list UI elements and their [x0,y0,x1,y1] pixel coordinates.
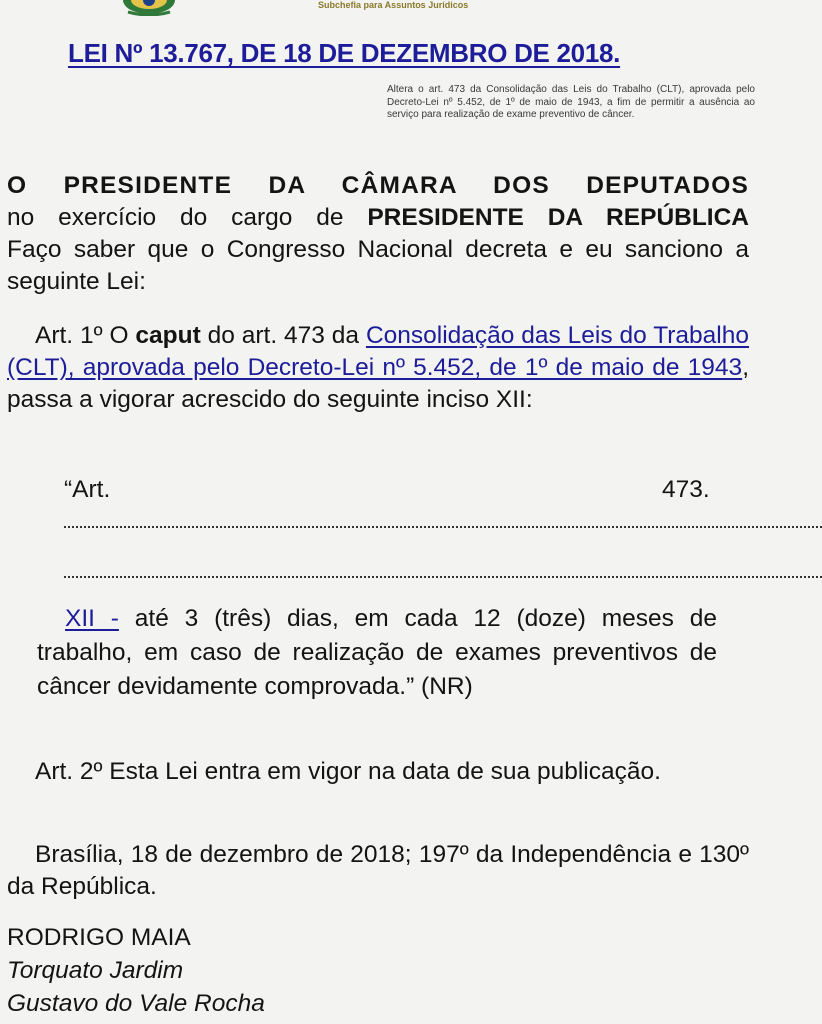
subchefia-label: Subchefia para Assuntos Jurídicos [318,0,469,10]
signature-president: RODRIGO MAIA [7,924,191,951]
signature-minister: Torquato Jardim [7,957,184,984]
preamble-line-1 [7,202,749,234]
article-1-label: Art. 1º [35,322,103,349]
preamble-line-1-text: no exercício do cargo de [7,204,368,231]
preamble-line-2: Faço saber que o Congresso Nacional decreta e eu sanciono a seguinte Lei: [7,236,749,295]
law-ementa: Altera o art. 473 da Consolidação das Leis do Trabalho (CLT), aprovada pelo Decreto-Lei nº 5.452, de 1º de maio de 1943, a fim de permitir a ausência ao serviço para realização de exame preventivo de câncer. [387,84,755,120]
brazil-coat-of-arms-icon [118,0,180,16]
article-1-text-b: do art. 473 da [200,322,366,349]
ellipsis-divider [64,526,822,528]
inciso-xii [37,602,717,704]
preamble-office: PRESIDENTE DA REPÚBLICA [367,204,749,231]
quoted-article-number: 473. [662,476,710,503]
law-title-link[interactable]: LEI Nº 13.767, DE 18 DE DEZEMBRO DE 2018. [68,38,621,68]
article-1-text-a: O [102,322,136,349]
quoted-article-label: “Art. [64,476,111,503]
article-2-label: Art. 2º [35,758,103,785]
signature-minister: Gustavo do Vale Rocha [7,990,265,1017]
inciso-xii-link[interactable]: XII - [65,605,119,632]
ellipsis-divider [64,576,822,578]
inciso-xii-text: até 3 (três) dias, em cada 12 (doze) meses de trabalho, em caso de realização de exames preventivos de câncer devidamente comprovada.” (NR) [37,605,717,700]
closing-date: Brasília, 18 de dezembro de 2018; 197º da Independência e 130º da República. [7,841,749,900]
article-1 [7,320,749,416]
article-1-caput: caput [135,322,201,349]
article-2 [7,756,749,788]
clt-link[interactable]: Consolidação das Leis do Trabalho (CLT), aprovada pelo Decreto-Lei nº 5.452, de 1º de maio de 1943 [7,322,749,381]
page-header [0,0,822,18]
preamble-title: O PRESIDENTE DA CÂMARA DOS DEPUTADOS [7,172,749,199]
article-2-text: Esta Lei entra em vigor na data de sua publicação. [102,758,661,785]
article-1-text-c: , passa a vigorar acrescido do seguinte inciso XII: [7,354,749,413]
